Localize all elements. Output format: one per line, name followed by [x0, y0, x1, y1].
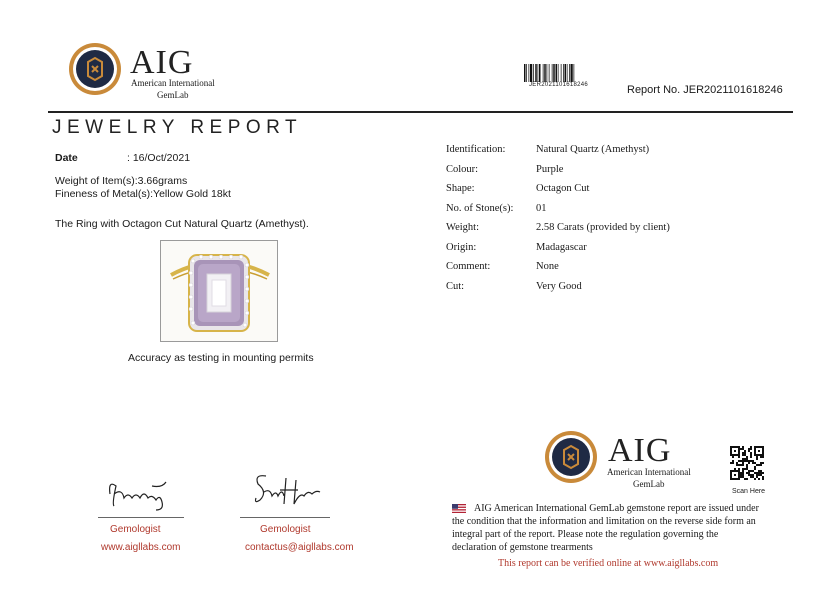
- qr-module: [762, 462, 764, 464]
- barcode-bar: [553, 64, 555, 82]
- qr-module: [742, 448, 744, 450]
- qr-module: [738, 448, 740, 450]
- spec-value: None: [536, 261, 559, 272]
- qr-module: [746, 456, 748, 458]
- barcode-bar: [524, 64, 526, 82]
- qr-module: [736, 478, 738, 480]
- qr-module: [736, 454, 738, 456]
- spec-value: Octagon Cut: [536, 183, 590, 194]
- barcode-bar: [543, 64, 544, 82]
- qr-module: [762, 446, 764, 448]
- qr-module: [740, 460, 742, 462]
- qr-module: [758, 472, 760, 474]
- spec-label: Shape:: [446, 183, 475, 194]
- qr-module: [738, 464, 740, 466]
- qr-module: [738, 470, 740, 472]
- qr-module: [750, 470, 752, 472]
- spec-label: No. of Stone(s):: [446, 202, 514, 214]
- qr-module: [744, 478, 746, 480]
- qr-module: [734, 474, 736, 476]
- disclaimer-line-1: AIG American International GemLab gemstone report are issued under: [474, 503, 759, 514]
- qr-module: [754, 448, 756, 450]
- spec-value: Madagascar: [536, 241, 587, 253]
- qr-module: [742, 472, 744, 474]
- qr-module: [732, 454, 734, 456]
- logo-subtitle-2: GemLab: [157, 90, 189, 100]
- qr-module: [754, 478, 756, 480]
- qr-module: [750, 474, 752, 476]
- qr-module: [734, 450, 736, 452]
- date-value: : 16/Oct/2021: [127, 152, 191, 164]
- qr-module: [740, 464, 742, 466]
- qr-module: [750, 454, 752, 456]
- qr-module: [744, 450, 746, 452]
- barcode-text: JER2021101618246: [529, 82, 589, 88]
- footer-logo-subtitle-1: American International: [607, 467, 691, 477]
- qr-module: [750, 452, 752, 454]
- qr-module: [758, 454, 760, 456]
- qr-module: [746, 464, 748, 466]
- barcode-bar: [530, 64, 532, 82]
- qr-module: [752, 460, 754, 462]
- qr-module: [734, 446, 736, 448]
- logo-subtitle-1: American International: [131, 78, 215, 88]
- aig-logo: [68, 42, 122, 96]
- qr-module: [734, 454, 736, 456]
- qr-module: [756, 456, 758, 458]
- spec-value: 2.58 Carats (provided by client): [536, 222, 670, 233]
- signature-website-1: www.aigllabs.com: [101, 542, 181, 553]
- qr-module: [744, 460, 746, 462]
- qr-caption: Scan Here: [732, 488, 766, 495]
- disclaimer-line-2: the condition that the information and limitation on the reverse side form an: [452, 516, 756, 527]
- barcode-bar: [565, 64, 567, 82]
- qr-module: [756, 454, 758, 456]
- qr-module: [744, 468, 746, 470]
- qr-module: [730, 452, 732, 454]
- qr-module: [746, 478, 748, 480]
- spec-value: Very Good: [536, 280, 582, 292]
- qr-module: [750, 460, 752, 462]
- qr-module: [752, 476, 754, 478]
- qr-module: [742, 464, 744, 466]
- qr-module: [750, 476, 752, 478]
- qr-module: [738, 460, 740, 462]
- qr-module: [732, 460, 734, 462]
- spec-value: 01: [536, 202, 547, 214]
- item-weight: Weight of Item(s):3.66grams: [55, 175, 188, 187]
- qr-module: [740, 474, 742, 476]
- qr-module: [738, 452, 740, 454]
- qr-module: [754, 446, 756, 448]
- qr-module: [738, 474, 740, 476]
- qr-module: [738, 454, 740, 456]
- barcode-bar: [556, 64, 558, 82]
- qr-module: [732, 470, 734, 472]
- qr-module: [760, 474, 762, 476]
- qr-module: [742, 462, 744, 464]
- qr-module: [736, 470, 738, 472]
- qr-module: [734, 470, 736, 472]
- qr-module: [744, 452, 746, 454]
- qr-module: [762, 478, 764, 480]
- qr-module: [738, 468, 740, 470]
- qr-module: [736, 446, 738, 448]
- qr-module: [754, 472, 756, 474]
- qr-module: [758, 474, 760, 476]
- barcode-bar: [574, 64, 575, 82]
- qr-module: [732, 456, 734, 458]
- qr-module: [738, 478, 740, 480]
- barcode-bar: [549, 64, 550, 82]
- qr-module: [754, 462, 756, 464]
- qr-module: [760, 464, 762, 466]
- qr-module: [756, 464, 758, 466]
- qr-module: [734, 478, 736, 480]
- signature-role-2: Gemologist: [260, 524, 311, 535]
- qr-module: [760, 462, 762, 464]
- qr-module: [746, 460, 748, 462]
- qr-module: [740, 476, 742, 478]
- spec-label: Identification:: [446, 144, 506, 155]
- qr-module: [730, 478, 732, 480]
- footer-logo-title: AIG: [608, 432, 672, 469]
- qr-module: [754, 454, 756, 456]
- signature-1: [104, 476, 174, 512]
- qr-module: [760, 470, 762, 472]
- qr-module: [760, 454, 762, 456]
- accuracy-note: Accuracy as testing in mounting permits: [128, 352, 314, 364]
- ring-image-icon: [161, 241, 277, 341]
- header-divider: [48, 111, 793, 113]
- item-description: The Ring with Octagon Cut Natural Quartz (Amethyst).: [55, 218, 309, 230]
- qr-module: [750, 456, 752, 458]
- qr-module: [730, 472, 732, 474]
- qr-module: [758, 478, 760, 480]
- date-label: Date: [55, 152, 78, 164]
- report-number: Report No. JER2021101618246: [627, 84, 783, 96]
- qr-module: [758, 446, 760, 448]
- qr-module: [744, 458, 746, 460]
- footer-logo: [544, 430, 598, 484]
- qr-module: [730, 448, 732, 450]
- qr-module: [730, 446, 732, 448]
- qr-module: [742, 452, 744, 454]
- qr-module: [758, 450, 760, 452]
- qr-module: [756, 446, 758, 448]
- qr-module: [730, 476, 732, 478]
- signature-role-1: Gemologist: [110, 524, 161, 535]
- signature-line-1: [98, 517, 184, 518]
- qr-module: [738, 450, 740, 452]
- metal-fineness: Fineness of Metal(s):Yellow Gold 18kt: [55, 188, 231, 200]
- barcode-bar: [533, 64, 534, 82]
- qr-module: [732, 446, 734, 448]
- qr-module: [748, 472, 750, 474]
- qr-module: [738, 446, 740, 448]
- barcode-bar: [544, 64, 546, 82]
- qr-code-icon[interactable]: [730, 446, 764, 480]
- qr-module: [730, 450, 732, 452]
- qr-module: [746, 458, 748, 460]
- qr-module: [738, 456, 740, 458]
- qr-module: [748, 470, 750, 472]
- qr-module: [754, 450, 756, 452]
- qr-module: [750, 448, 752, 450]
- barcode-bar: [563, 64, 564, 82]
- signature-website-2: contactus@aigllabs.com: [245, 542, 354, 553]
- qr-module: [762, 456, 764, 458]
- aig-seal-icon: [68, 42, 122, 96]
- signature-2: [250, 470, 324, 510]
- qr-module: [758, 464, 760, 466]
- qr-module: [754, 452, 756, 454]
- qr-module: [750, 446, 752, 448]
- qr-module: [748, 448, 750, 450]
- qr-module: [762, 472, 764, 474]
- qr-module: [748, 450, 750, 452]
- qr-module: [742, 476, 744, 478]
- qr-module: [734, 468, 736, 470]
- qr-module: [760, 456, 762, 458]
- barcode-bar: [552, 64, 553, 82]
- spec-label: Weight:: [446, 222, 479, 233]
- signature-line-2: [240, 517, 330, 518]
- barcode-bar: [526, 64, 527, 82]
- barcode-bar: [547, 64, 548, 82]
- qr-module: [758, 470, 760, 472]
- qr-module: [746, 466, 748, 468]
- qr-module: [738, 476, 740, 478]
- barcode-bar: [567, 64, 568, 82]
- page-title: JEWELRY REPORT: [52, 117, 303, 138]
- qr-module: [736, 462, 738, 464]
- barcode-icon: [524, 64, 600, 82]
- us-flag-icon: [452, 504, 466, 513]
- qr-module: [754, 468, 756, 470]
- qr-module: [732, 478, 734, 480]
- qr-module: [760, 472, 762, 474]
- qr-module: [730, 454, 732, 456]
- qr-module: [740, 472, 742, 474]
- barcode-bar: [539, 64, 541, 82]
- qr-module: [730, 470, 732, 472]
- qr-module: [756, 474, 758, 476]
- qr-module: [752, 474, 754, 476]
- barcode-bar: [561, 64, 562, 82]
- barcode-bar: [529, 64, 530, 82]
- aig-seal-icon: [544, 430, 598, 484]
- spec-label: Colour:: [446, 163, 479, 175]
- qr-module: [752, 470, 754, 472]
- barcode-bar: [569, 64, 570, 82]
- qr-module: [746, 472, 748, 474]
- qr-module: [730, 474, 732, 476]
- qr-module: [762, 448, 764, 450]
- qr-module: [742, 470, 744, 472]
- qr-module: [760, 446, 762, 448]
- qr-module: [748, 474, 750, 476]
- qr-module: [742, 474, 744, 476]
- verify-note: This report can be verified online at www.aigllabs.com: [498, 558, 719, 569]
- ring-photo: [160, 240, 278, 342]
- barcode-bar: [558, 64, 559, 82]
- qr-module: [742, 460, 744, 462]
- logo-title: AIG: [130, 44, 194, 81]
- qr-module: [754, 466, 756, 468]
- qr-module: [752, 462, 754, 464]
- qr-module: [756, 476, 758, 478]
- qr-module: [748, 462, 750, 464]
- barcode-bar: [538, 64, 539, 82]
- footer-logo-subtitle-2: GemLab: [633, 479, 665, 489]
- qr-module: [736, 464, 738, 466]
- qr-module: [732, 462, 734, 464]
- disclaimer-line-3: integral part of the report. Please note the regulation governing the: [452, 529, 719, 540]
- spec-label: Comment:: [446, 261, 491, 272]
- qr-module: [756, 458, 758, 460]
- qr-module: [740, 448, 742, 450]
- qr-module: [742, 454, 744, 456]
- qr-module: [742, 446, 744, 448]
- disclaimer-line-4: declaration of gemstone trearments: [452, 542, 593, 553]
- qr-module: [738, 472, 740, 474]
- spec-label: Cut:: [446, 280, 465, 292]
- qr-module: [730, 462, 732, 464]
- spec-label: Origin:: [446, 241, 477, 253]
- qr-module: [756, 472, 758, 474]
- barcode-bar: [535, 64, 537, 82]
- qr-module: [762, 454, 764, 456]
- qr-module: [744, 454, 746, 456]
- qr-module: [742, 468, 744, 470]
- qr-module: [748, 460, 750, 462]
- barcode-bar: [571, 64, 573, 82]
- spec-value: Natural Quartz (Amethyst): [536, 144, 650, 155]
- qr-module: [762, 450, 764, 452]
- qr-module: [746, 468, 748, 470]
- qr-module: [742, 458, 744, 460]
- qr-module: [762, 452, 764, 454]
- spec-value: Purple: [536, 163, 564, 175]
- qr-module: [762, 476, 764, 478]
